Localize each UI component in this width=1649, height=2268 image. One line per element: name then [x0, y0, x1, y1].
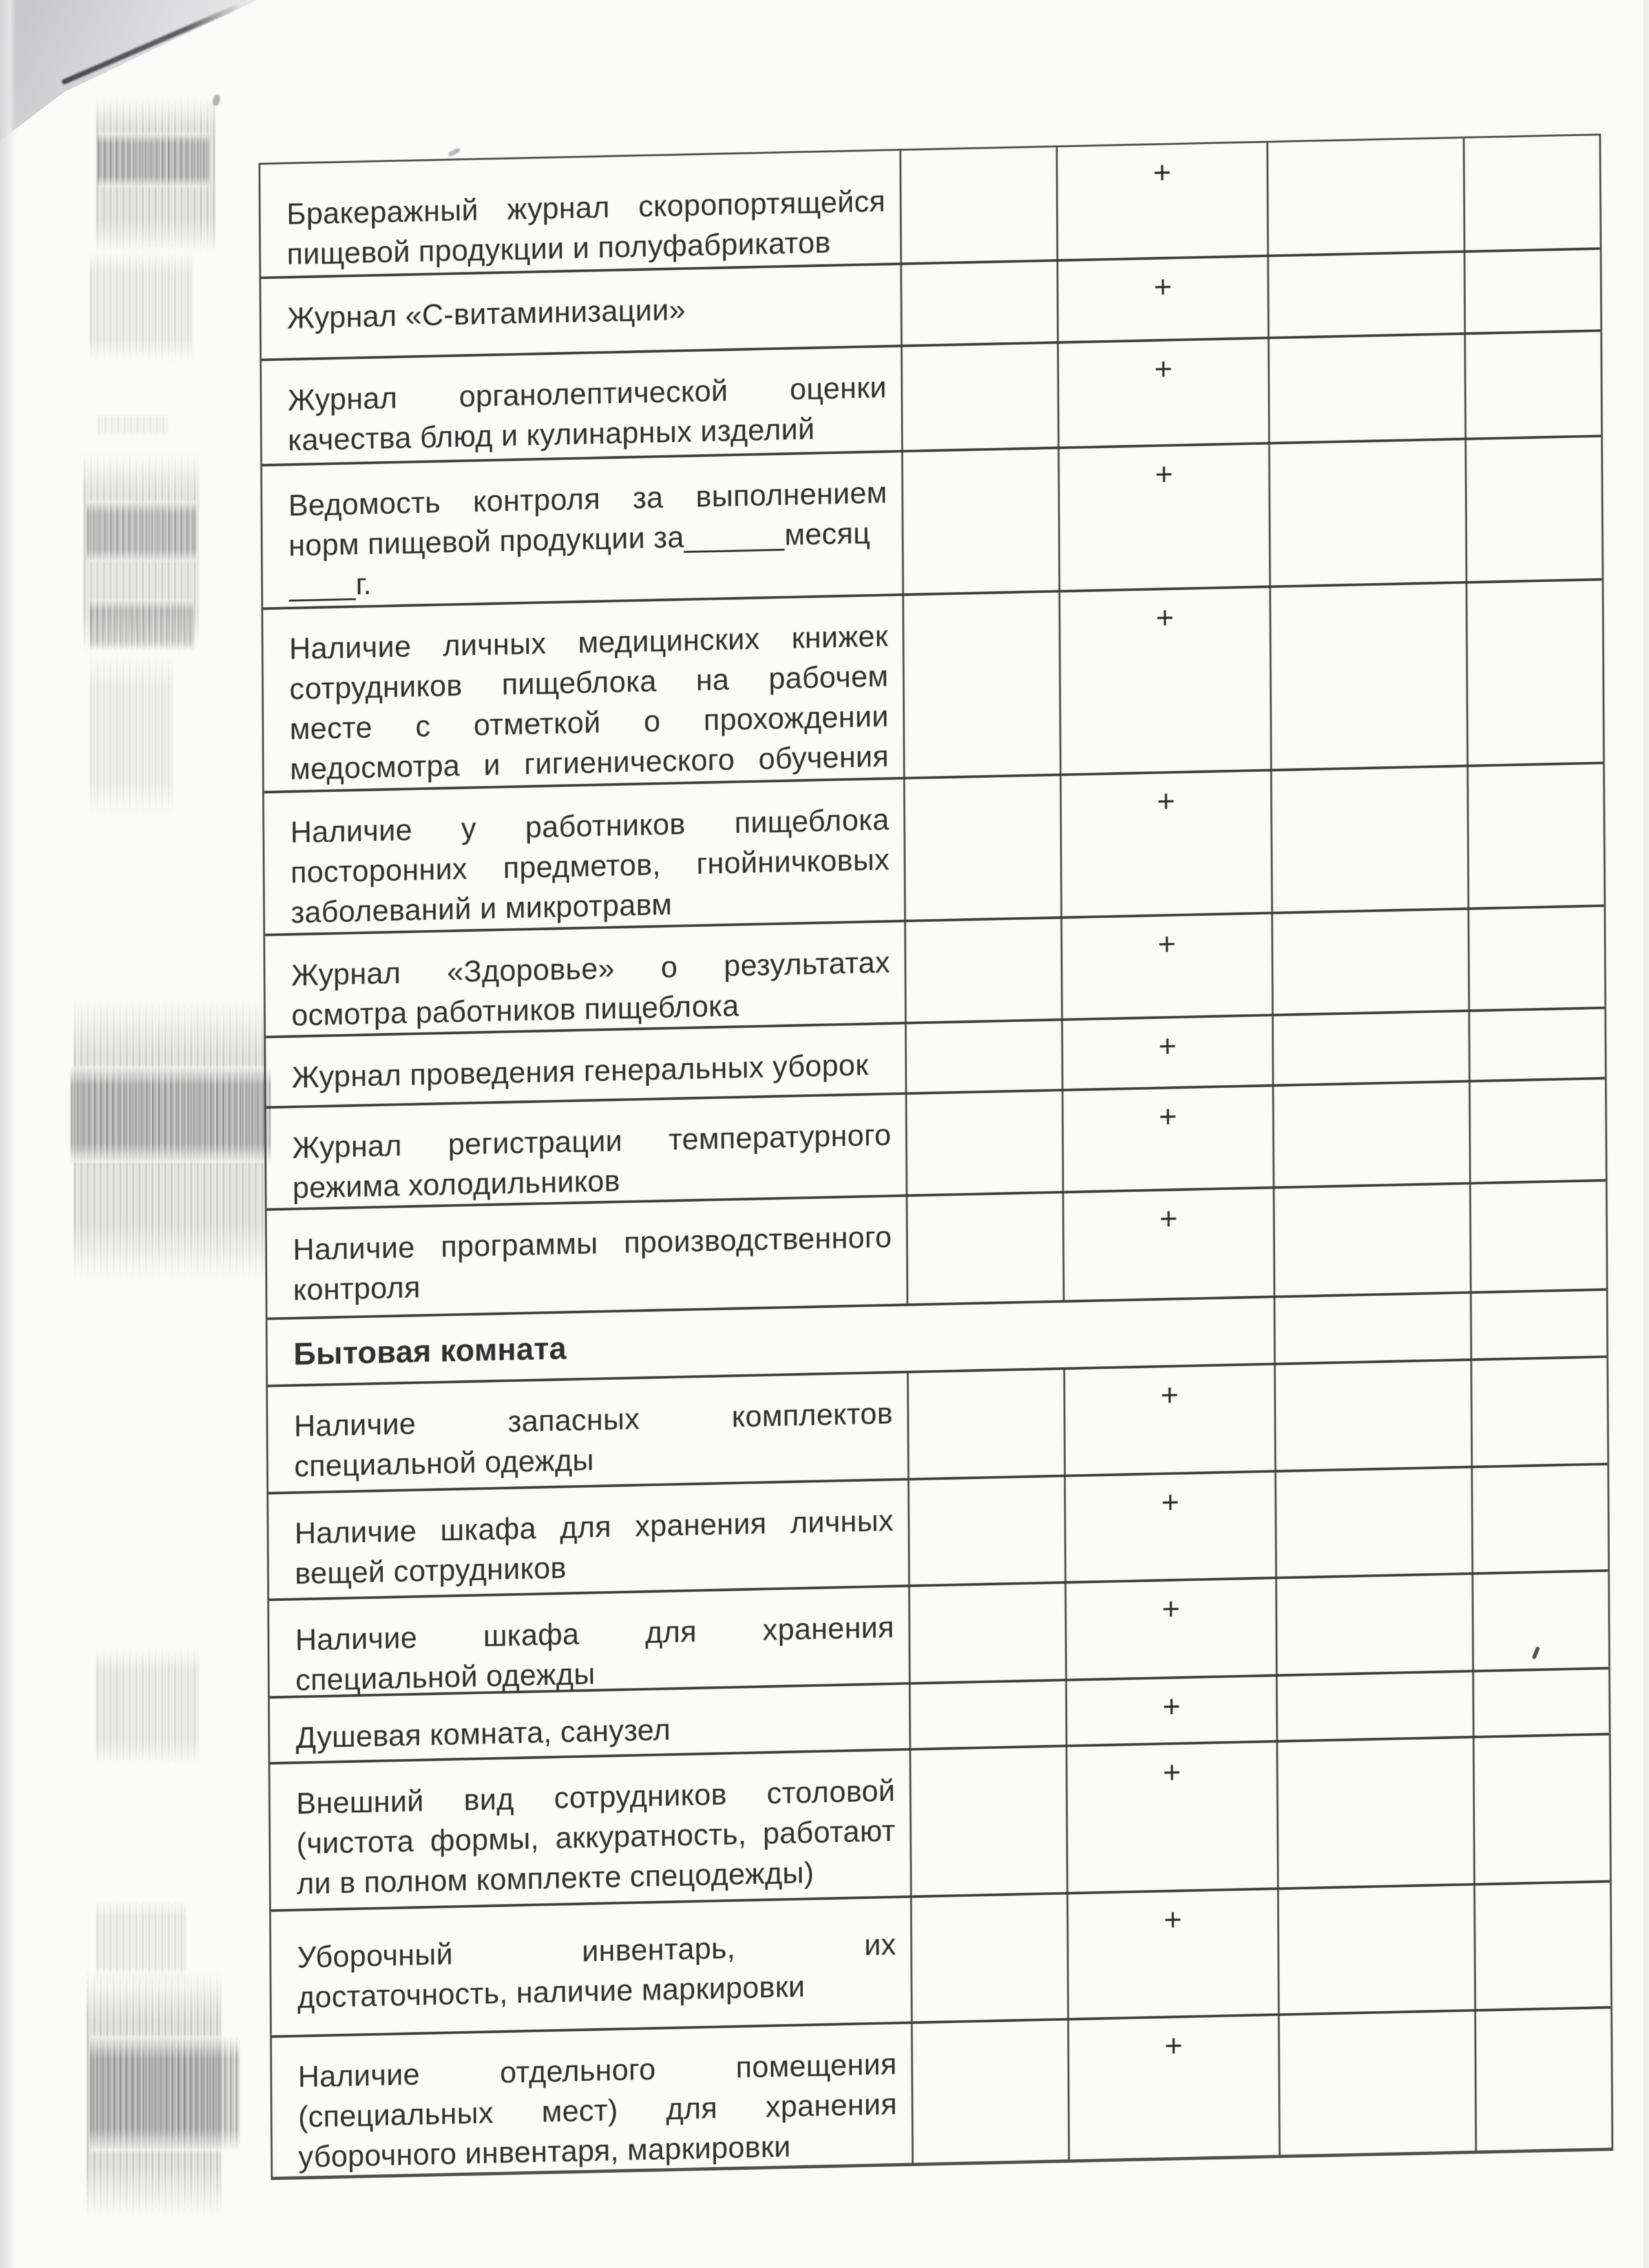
item-text-line: (специальных мест) для хранения — [298, 2086, 898, 2134]
toner-smudge — [90, 2035, 239, 2152]
item-text-cell — [269, 1587, 911, 1696]
check-cell — [1270, 440, 1467, 585]
check-cell — [1466, 332, 1601, 438]
plus-mark: + — [1157, 927, 1177, 962]
item-text-cell — [262, 347, 903, 464]
check-cell — [1467, 437, 1602, 582]
item-text-line: Бытовая комната — [293, 1331, 567, 1372]
item-text-cell — [263, 596, 905, 791]
ink-speck — [448, 147, 461, 158]
check-cell — [1274, 1012, 1471, 1084]
item-text-cell — [264, 779, 906, 934]
plus-mark: + — [1161, 1378, 1179, 1413]
item-text-cell — [260, 151, 902, 277]
item-text-cell — [270, 1750, 912, 1909]
item-text-line: качества блюд и кулинарных изделий — [288, 412, 815, 457]
table-row — [262, 435, 1602, 607]
result-mark-cell — [1065, 1365, 1276, 1475]
result-mark-cell — [1067, 1743, 1279, 1892]
check-cell — [903, 344, 1060, 450]
plus-mark: + — [1153, 156, 1171, 191]
item-text-line: специальной одежды — [295, 1656, 596, 1697]
result-mark-cell — [1066, 1579, 1277, 1679]
result-mark-cell — [1063, 1016, 1274, 1089]
check-cell — [1473, 1465, 1608, 1573]
item-text-cell — [271, 1898, 913, 2035]
item-text-line: осмотра работников пищеблока — [291, 988, 739, 1033]
check-cell — [1269, 253, 1466, 337]
item-text-line: уборочного инвентаря, маркировки — [298, 2129, 791, 2174]
check-cell — [1277, 1575, 1474, 1674]
toner-smudge — [98, 132, 209, 187]
item-text-line: контроля — [293, 1270, 421, 1307]
result-mark-cell — [1059, 339, 1270, 446]
item-text-line: Уборочный инвентарь, их — [297, 1927, 897, 1975]
item-text-cell — [262, 452, 904, 607]
plus-mark: + — [1155, 601, 1175, 636]
toner-smudge — [71, 1066, 271, 1163]
item-text-line: достаточность, наличие маркировки — [297, 1969, 806, 2015]
check-cell — [907, 1021, 1064, 1092]
table-row — [272, 2006, 1612, 2177]
check-cell — [1473, 1572, 1608, 1670]
item-text-line: Наличие отдельного помещения — [297, 2046, 898, 2094]
check-cell — [1273, 910, 1470, 1014]
result-mark-cell — [1058, 143, 1269, 259]
item-text-cell — [267, 1197, 909, 1318]
item-text-line: ____г. — [288, 567, 372, 603]
item-text-line: пищевой продукции и полуфабрикатов — [286, 225, 831, 271]
table-row — [270, 1733, 1610, 1909]
check-cell — [906, 919, 1063, 1022]
result-mark-cell — [1064, 1087, 1275, 1191]
item-text-line: посторонних предметов, гнойничковых — [290, 842, 890, 890]
item-text-line: Наличие программы производственного — [293, 1219, 892, 1267]
scanner-edge-strip-left — [0, 0, 17, 2268]
check-cell — [1271, 583, 1469, 769]
check-cell — [1276, 1468, 1473, 1577]
item-text-line: Внешний вид сотрудников столовой — [296, 1773, 896, 1821]
item-text-line: Журнал «Здоровье» о результатах — [291, 945, 890, 992]
plus-mark: + — [1153, 270, 1172, 305]
check-cell — [911, 1747, 1068, 1895]
result-mark-cell — [1066, 1473, 1277, 1581]
item-text-line: Наличие личных медицинских книжек — [289, 618, 888, 666]
check-cell — [1272, 767, 1469, 912]
result-mark-cell — [1068, 1890, 1279, 2018]
item-text-line: Журнал органолептической оценки — [288, 370, 887, 417]
plus-mark: + — [1155, 457, 1173, 492]
item-text-line: режима холодильников — [292, 1163, 620, 1205]
check-cell — [905, 776, 1062, 919]
check-cell — [901, 147, 1058, 262]
item-text-line: ли в полном комплекте спецодежды) — [297, 1855, 815, 1901]
item-text-cell — [265, 922, 907, 1036]
check-cell — [1475, 1736, 1610, 1884]
checklist-table — [258, 134, 1613, 2180]
check-cell — [1276, 1294, 1473, 1363]
check-cell — [1476, 2009, 1612, 2151]
item-text-line: месте с отметкой о прохождении — [289, 698, 889, 746]
table-row — [263, 578, 1602, 791]
check-cell — [1278, 1738, 1475, 1887]
scanner-edge-strip-right — [1643, 0, 1649, 2268]
plus-mark: + — [1159, 1202, 1178, 1237]
check-cell — [904, 593, 1062, 777]
item-text-line: Журнал регистрации температурного — [292, 1117, 892, 1165]
check-cell — [1470, 1009, 1605, 1080]
check-cell — [908, 1193, 1065, 1303]
check-cell — [1465, 250, 1601, 333]
check-cell — [907, 1091, 1064, 1194]
check-cell — [909, 1370, 1066, 1478]
table-row — [264, 762, 1604, 934]
result-mark-cell — [1058, 257, 1270, 341]
check-cell — [1474, 1670, 1609, 1736]
check-cell — [1465, 136, 1600, 251]
item-text-line: Журнал проведения генеральных уборок — [291, 1047, 869, 1095]
check-cell — [912, 1895, 1069, 2021]
item-text-line: специальной одежды — [294, 1442, 594, 1484]
result-mark-cell — [1062, 914, 1274, 1018]
item-text-line: Наличие у работников пищеблока — [290, 802, 890, 850]
item-text-cell — [272, 2024, 914, 2177]
toner-smudge — [87, 501, 197, 562]
check-cell — [909, 1477, 1066, 1584]
item-text-line: Бракеражный журнал скоропортящейся — [286, 184, 886, 231]
result-mark-cell — [1064, 1189, 1276, 1300]
check-cell — [1274, 1082, 1471, 1186]
item-text-line: вещей сотрудников — [295, 1550, 567, 1591]
item-text-line: Наличие шкафа для хранения — [295, 1610, 895, 1657]
check-cell — [1471, 1080, 1606, 1182]
check-cell — [902, 262, 1059, 344]
toner-smudge — [90, 654, 174, 815]
result-mark-cell — [1060, 445, 1271, 590]
ink-speck — [212, 94, 221, 107]
plus-mark: + — [1159, 1100, 1177, 1135]
result-mark-cell — [1067, 1677, 1278, 1745]
check-cell — [1469, 907, 1604, 1010]
check-cell — [1277, 1672, 1475, 1740]
item-text-line: медосмотра и гигиенического обучения — [289, 739, 889, 786]
item-text-line: заболеваний и микротравм — [290, 887, 673, 930]
item-text-line: Наличие шкафа для хранения личных — [294, 1503, 894, 1551]
plus-mark: + — [1164, 2029, 1183, 2064]
item-text-line: норм пищевой продукции за______месяц — [288, 516, 871, 563]
item-text-cell — [269, 1480, 910, 1599]
plus-mark: + — [1154, 352, 1173, 387]
check-cell — [1275, 1184, 1472, 1296]
check-cell — [1475, 1883, 1610, 2010]
toner-smudge — [90, 252, 194, 362]
plus-mark: + — [1162, 1592, 1181, 1627]
toner-smudge — [98, 414, 169, 436]
check-cell — [1472, 1358, 1607, 1466]
item-text-line: Журнал «С-витаминизации» — [287, 292, 686, 335]
result-mark-cell — [1062, 772, 1273, 916]
plus-mark: + — [1162, 1690, 1181, 1725]
item-text-cell — [266, 1095, 908, 1208]
check-cell — [1469, 764, 1604, 908]
item-text-line: Ведомость контроля за выполнением — [288, 475, 888, 523]
check-cell — [910, 1584, 1067, 1682]
item-text-line: сотрудников пищеблока на рабочем — [289, 658, 889, 706]
plus-mark: + — [1161, 1486, 1180, 1520]
check-cell — [1471, 1182, 1606, 1292]
plus-mark: + — [1162, 1756, 1181, 1790]
check-cell — [1472, 1291, 1607, 1359]
check-cell — [1280, 2011, 1477, 2155]
plus-mark: + — [1158, 1029, 1177, 1064]
plus-mark: + — [1157, 784, 1175, 819]
check-cell — [1279, 1885, 1476, 2013]
item-text-line: Душевая комната, санузел — [295, 1712, 671, 1755]
check-cell — [1270, 335, 1467, 442]
item-text-line: Наличие запасных комплектов — [293, 1396, 893, 1444]
result-mark-cell — [1069, 2016, 1281, 2159]
item-text-cell — [261, 265, 903, 359]
check-cell — [1276, 1361, 1473, 1470]
toner-smudge — [90, 600, 194, 651]
check-cell — [913, 2021, 1070, 2163]
item-text-line: (чистота формы, аккуратность, работают — [296, 1813, 896, 1861]
check-cell — [910, 1681, 1067, 1748]
result-mark-cell — [1060, 588, 1272, 773]
plus-mark: + — [1163, 1903, 1182, 1938]
check-cell — [903, 449, 1060, 593]
item-text-cell — [266, 1024, 907, 1106]
check-cell — [1467, 581, 1603, 765]
toner-smudge — [97, 1648, 200, 1764]
check-cell — [1268, 138, 1465, 255]
item-text-cell — [268, 1373, 910, 1492]
